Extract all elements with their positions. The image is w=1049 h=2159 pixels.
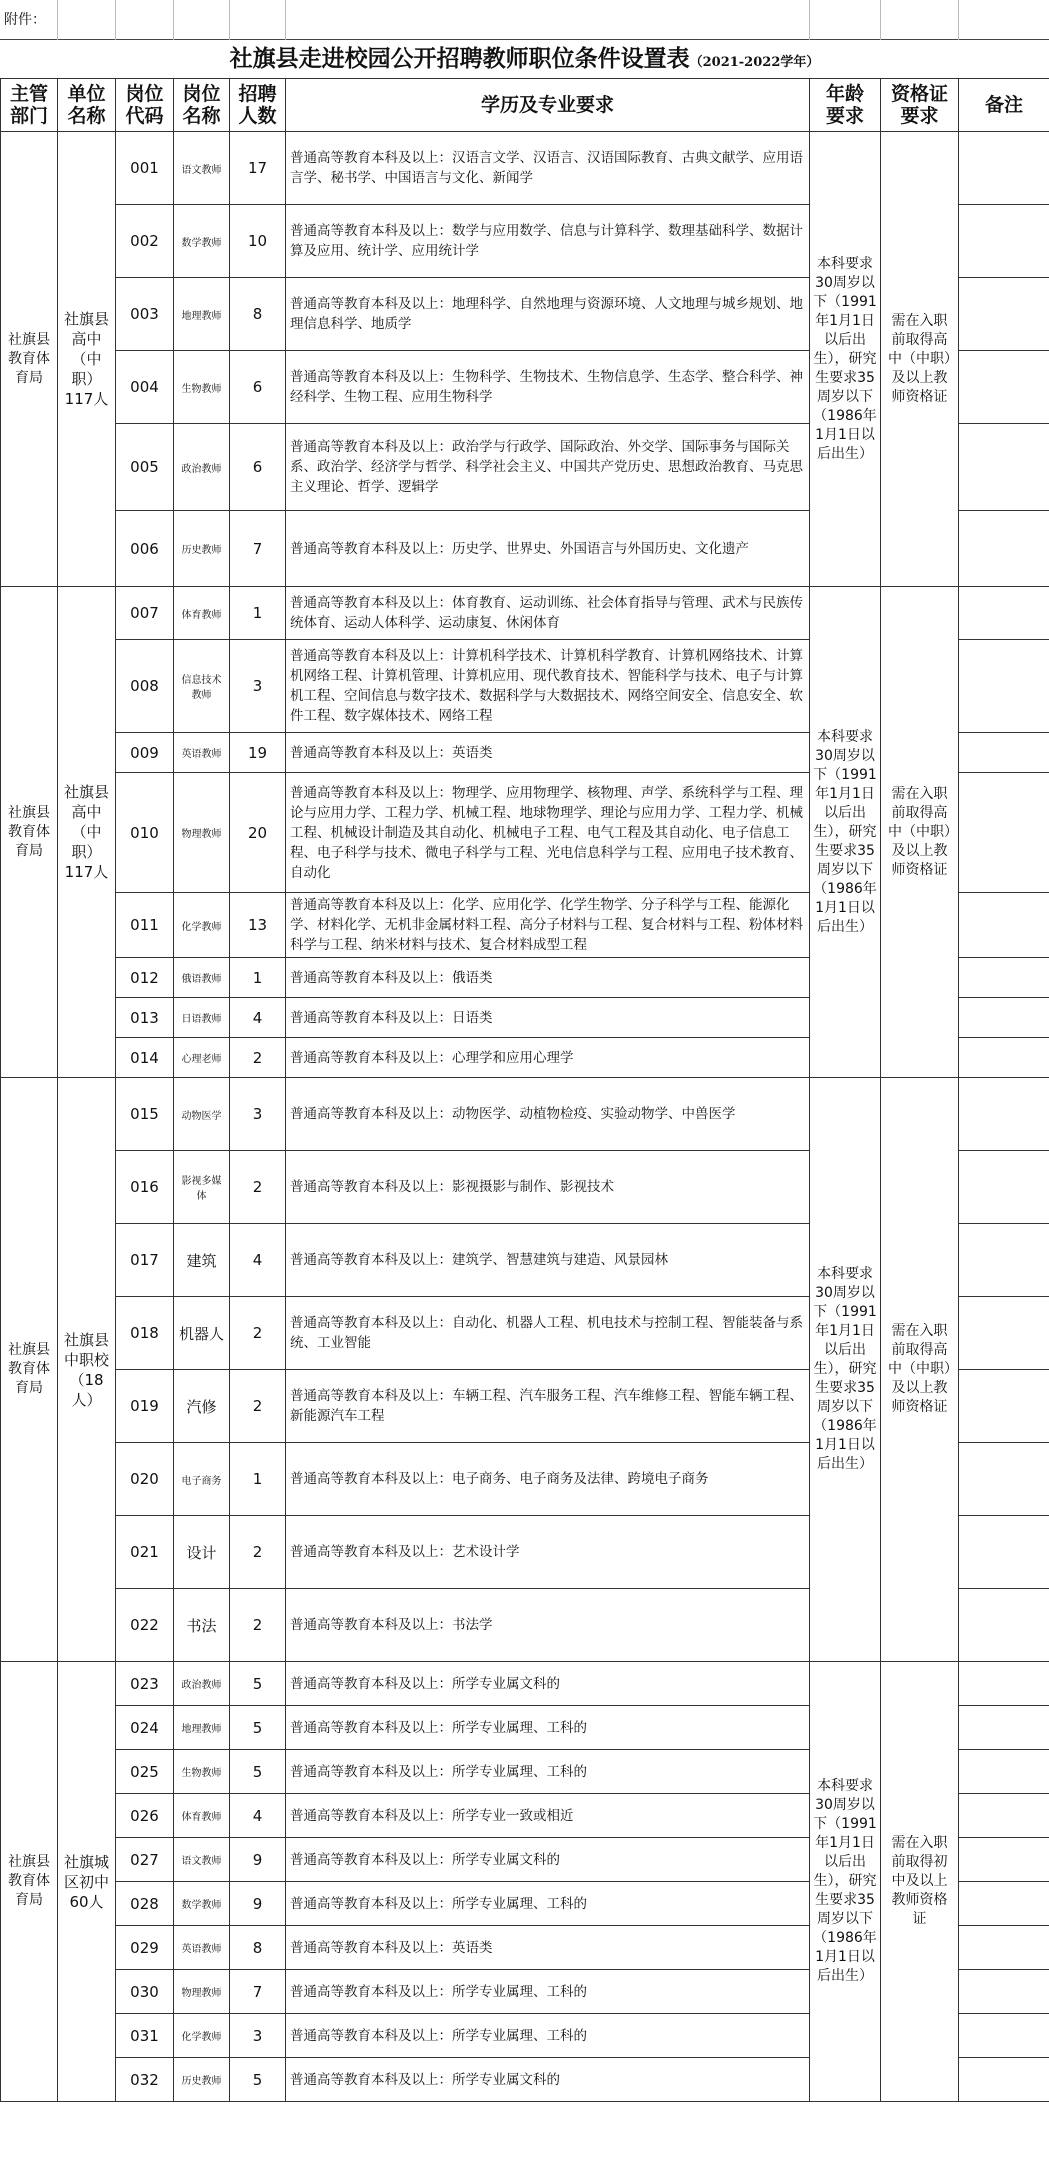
position-code: 009 <box>116 733 174 773</box>
title-text: 社旗县走进校园公开招聘教师职位条件设置表 <box>229 45 690 72</box>
recruit-count: 17 <box>230 132 286 205</box>
position-name: 机器人 <box>174 1297 230 1370</box>
note-cell <box>959 511 1049 587</box>
recruit-count: 2 <box>230 1151 286 1224</box>
position-name: 政治教师 <box>174 424 230 511</box>
position-code: 016 <box>116 1151 174 1224</box>
requirement-cell: 普通高等教育本科及以上：物理学、应用物理学、核物理、声学、系统科学与工程、理论与应用力学、工程力学、机械工程、地球物理学、理论与应用力学、工程力学、机械工程、机械设计制造及其自动化、机械电子工程、电气工程及其自动化、电子信息工程、电子科学与技术、微电子科学与工程、光电信息科学与工程、应用电子技术教育、自动化 <box>286 773 810 893</box>
position-name: 心理老师 <box>174 1038 230 1078</box>
note-cell <box>959 1516 1049 1589</box>
requirement-cell: 普通高等教育本科及以上：建筑学、智慧建筑与建造、风景园林 <box>286 1224 810 1297</box>
note-cell <box>959 278 1049 351</box>
dept-cell: 社旗县教育体育局 <box>1 587 58 1078</box>
position-code: 004 <box>116 351 174 424</box>
position-name: 生物教师 <box>174 351 230 424</box>
position-name: 体育教师 <box>174 587 230 640</box>
unit-cell: 社旗县高中（中职）117人 <box>58 587 116 1078</box>
requirement-cell: 普通高等教育本科及以上：自动化、机器人工程、机电技术与控制工程、智能装备与系统、工业智能 <box>286 1297 810 1370</box>
position-name: 俄语教师 <box>174 958 230 998</box>
note-cell <box>959 1370 1049 1443</box>
position-name: 建筑 <box>174 1224 230 1297</box>
requirement-cell: 普通高等教育本科及以上：艺术设计学 <box>286 1516 810 1589</box>
note-cell <box>959 1038 1049 1078</box>
requirement-cell: 普通高等教育本科及以上：生物科学、生物技术、生物信息学、生态学、整合科学、神经科学、生物工程、应用生物科学 <box>286 351 810 424</box>
position-code: 027 <box>116 1838 174 1882</box>
header-row <box>1 79 1049 132</box>
header-note: 备注 <box>959 79 1049 132</box>
recruit-count: 9 <box>230 1882 286 1926</box>
recruit-count: 1 <box>230 587 286 640</box>
requirement-cell: 普通高等教育本科及以上：所学专业属理、工科的 <box>286 2014 810 2058</box>
header-unit: 单位 名称 <box>58 79 116 132</box>
position-code: 024 <box>116 1706 174 1750</box>
requirement-cell: 普通高等教育本科及以上：所学专业属理、工科的 <box>286 1970 810 2014</box>
recruit-count: 2 <box>230 1516 286 1589</box>
position-code: 001 <box>116 132 174 205</box>
recruit-count: 8 <box>230 1926 286 1970</box>
requirement-cell: 普通高等教育本科及以上：历史学、世界史、外国语言与外国历史、文化遗产 <box>286 511 810 587</box>
position-code: 008 <box>116 640 174 733</box>
cert-requirement-cell: 需在入职前取得高中（中职）及以上教师资格证 <box>881 132 959 587</box>
position-name: 英语教师 <box>174 1926 230 1970</box>
position-name: 信息技术教师 <box>174 640 230 733</box>
recruit-count: 9 <box>230 1838 286 1882</box>
positions-table <box>0 78 1049 2102</box>
position-code: 021 <box>116 1516 174 1589</box>
title-year: （2021-2022学年） <box>689 55 820 70</box>
note-cell <box>959 1151 1049 1224</box>
requirement-cell: 普通高等教育本科及以上：化学、应用化学、化学生物学、分子科学与工程、能源化学、材料化学、无机非金属材料工程、高分子材料与工程、复合材料与工程、粉体材料科学与工程、纳米材料与技术、复合材料成型工程 <box>286 893 810 958</box>
note-cell <box>959 733 1049 773</box>
note-cell <box>959 773 1049 893</box>
position-code: 028 <box>116 1882 174 1926</box>
recruit-count: 3 <box>230 2014 286 2058</box>
recruit-count: 2 <box>230 1589 286 1662</box>
position-name: 历史教师 <box>174 511 230 587</box>
note-cell <box>959 1297 1049 1370</box>
note-cell <box>959 1662 1049 1706</box>
position-code: 020 <box>116 1443 174 1516</box>
note-cell <box>959 1838 1049 1882</box>
recruit-count: 5 <box>230 1706 286 1750</box>
note-cell <box>959 1224 1049 1297</box>
requirement-cell: 普通高等教育本科及以上：政治学与行政学、国际政治、外交学、国际事务与国际关系、政治学、经济学与哲学、科学社会主义、中国共产党历史、思想政治教育、马克思主义理论、哲学、逻辑学 <box>286 424 810 511</box>
note-cell <box>959 1794 1049 1838</box>
position-code: 023 <box>116 1662 174 1706</box>
recruit-count: 4 <box>230 1794 286 1838</box>
header-code: 岗位 代码 <box>116 79 174 132</box>
note-cell <box>959 640 1049 733</box>
recruit-count: 4 <box>230 998 286 1038</box>
requirement-cell: 普通高等教育本科及以上：英语类 <box>286 1926 810 1970</box>
recruit-count: 7 <box>230 511 286 587</box>
recruit-count: 3 <box>230 1078 286 1151</box>
note-cell <box>959 587 1049 640</box>
position-code: 015 <box>116 1078 174 1151</box>
position-code: 018 <box>116 1297 174 1370</box>
dept-cell: 社旗县教育体育局 <box>1 1662 58 2102</box>
position-name: 影视多媒体 <box>174 1151 230 1224</box>
recruit-count: 5 <box>230 1662 286 1706</box>
recruit-count: 10 <box>230 205 286 278</box>
position-code: 010 <box>116 773 174 893</box>
attachment-row <box>0 0 1049 40</box>
age-requirement-cell: 本科要求30周岁以下（1991年1月1日以后出生），研究生要求35周岁以下（1986年1月1日以后出生） <box>810 132 881 587</box>
position-code: 025 <box>116 1750 174 1794</box>
recruit-count: 4 <box>230 1224 286 1297</box>
position-code: 012 <box>116 958 174 998</box>
unit-cell: 社旗城区初中60人 <box>58 1662 116 2102</box>
note-cell <box>959 1926 1049 1970</box>
age-requirement-cell: 本科要求30周岁以下（1991年1月1日以后出生），研究生要求35周岁以下（1986年1月1日以后出生） <box>810 1078 881 1662</box>
position-name: 语文教师 <box>174 1838 230 1882</box>
note-cell <box>959 1970 1049 2014</box>
note-cell <box>959 958 1049 998</box>
requirement-cell: 普通高等教育本科及以上：所学专业属文科的 <box>286 2058 810 2102</box>
position-name: 化学教师 <box>174 2014 230 2058</box>
position-code: 006 <box>116 511 174 587</box>
position-code: 011 <box>116 893 174 958</box>
requirement-cell: 普通高等教育本科及以上：车辆工程、汽车服务工程、汽车维修工程、智能车辆工程、新能源汽车工程 <box>286 1370 810 1443</box>
position-name: 化学教师 <box>174 893 230 958</box>
page-title <box>0 40 1049 78</box>
position-name: 日语教师 <box>174 998 230 1038</box>
recruit-count: 1 <box>230 1443 286 1516</box>
dept-cell: 社旗县教育体育局 <box>1 132 58 587</box>
position-code: 007 <box>116 587 174 640</box>
attachment-label: 附件： <box>4 12 46 28</box>
recruit-count: 6 <box>230 351 286 424</box>
position-code: 022 <box>116 1589 174 1662</box>
note-cell <box>959 1443 1049 1516</box>
note-cell <box>959 998 1049 1038</box>
note-cell <box>959 205 1049 278</box>
recruit-count: 5 <box>230 1750 286 1794</box>
requirement-cell: 普通高等教育本科及以上：影视摄影与制作、影视技术 <box>286 1151 810 1224</box>
position-name: 设计 <box>174 1516 230 1589</box>
header-age: 年龄 要求 <box>810 79 881 132</box>
requirement-cell: 普通高等教育本科及以上：所学专业属文科的 <box>286 1838 810 1882</box>
position-code: 014 <box>116 1038 174 1078</box>
position-name: 动物医学 <box>174 1078 230 1151</box>
requirement-cell: 普通高等教育本科及以上：所学专业一致或相近 <box>286 1794 810 1838</box>
header-count: 招聘 人数 <box>230 79 286 132</box>
table-row <box>1 1078 1049 1151</box>
unit-cell: 社旗县中职校（18人） <box>58 1078 116 1662</box>
dept-cell: 社旗县教育体育局 <box>1 1078 58 1662</box>
position-name: 书法 <box>174 1589 230 1662</box>
note-cell <box>959 893 1049 958</box>
position-code: 017 <box>116 1224 174 1297</box>
position-name: 英语教师 <box>174 733 230 773</box>
position-name: 物理教师 <box>174 1970 230 2014</box>
note-cell <box>959 1882 1049 1926</box>
position-code: 003 <box>116 278 174 351</box>
recruit-count: 13 <box>230 893 286 958</box>
position-code: 031 <box>116 2014 174 2058</box>
unit-cell: 社旗县高中（中职）117人 <box>58 132 116 587</box>
note-cell <box>959 2058 1049 2102</box>
position-name: 地理教师 <box>174 1706 230 1750</box>
note-cell <box>959 1078 1049 1151</box>
recruit-count: 19 <box>230 733 286 773</box>
cert-requirement-cell: 需在入职前取得高中（中职）及以上教师资格证 <box>881 587 959 1078</box>
position-name: 物理教师 <box>174 773 230 893</box>
requirement-cell: 普通高等教育本科及以上：电子商务、电子商务及法律、跨境电子商务 <box>286 1443 810 1516</box>
position-name: 数学教师 <box>174 1882 230 1926</box>
position-name: 生物教师 <box>174 1750 230 1794</box>
header-cert: 资格证 要求 <box>881 79 959 132</box>
note-cell <box>959 424 1049 511</box>
position-code: 019 <box>116 1370 174 1443</box>
header-dept: 主管 部门 <box>1 79 58 132</box>
requirement-cell: 普通高等教育本科及以上：所学专业属文科的 <box>286 1662 810 1706</box>
requirement-cell: 普通高等教育本科及以上：书法学 <box>286 1589 810 1662</box>
recruit-count: 20 <box>230 773 286 893</box>
recruit-count: 2 <box>230 1370 286 1443</box>
requirement-cell: 普通高等教育本科及以上：地理科学、自然地理与资源环境、人文地理与城乡规划、地理信息科学、地质学 <box>286 278 810 351</box>
recruit-count: 3 <box>230 640 286 733</box>
table-row <box>1 587 1049 640</box>
note-cell <box>959 2014 1049 2058</box>
age-requirement-cell: 本科要求30周岁以下（1991年1月1日以后出生），研究生要求35周岁以下（1986年1月1日以后出生） <box>810 587 881 1078</box>
position-code: 005 <box>116 424 174 511</box>
note-cell <box>959 132 1049 205</box>
table-row <box>1 1662 1049 1706</box>
position-name: 电子商务 <box>174 1443 230 1516</box>
note-cell <box>959 1706 1049 1750</box>
header-req: 学历及专业要求 <box>286 79 810 132</box>
requirement-cell: 普通高等教育本科及以上：俄语类 <box>286 958 810 998</box>
age-requirement-cell: 本科要求30周岁以下（1991年1月1日以后出生），研究生要求35周岁以下（1986年1月1日以后出生） <box>810 1662 881 2102</box>
requirement-cell: 普通高等教育本科及以上：所学专业属理、工科的 <box>286 1750 810 1794</box>
requirement-cell: 普通高等教育本科及以上：所学专业属理、工科的 <box>286 1706 810 1750</box>
recruit-count: 8 <box>230 278 286 351</box>
recruit-count: 6 <box>230 424 286 511</box>
position-code: 026 <box>116 1794 174 1838</box>
requirement-cell: 普通高等教育本科及以上：心理学和应用心理学 <box>286 1038 810 1078</box>
recruit-count: 7 <box>230 1970 286 2014</box>
position-name: 汽修 <box>174 1370 230 1443</box>
position-code: 030 <box>116 1970 174 2014</box>
recruit-count: 5 <box>230 2058 286 2102</box>
position-name: 数学教师 <box>174 205 230 278</box>
requirement-cell: 普通高等教育本科及以上：数学与应用数学、信息与计算科学、数理基础科学、数据计算及应用、统计学、应用统计学 <box>286 205 810 278</box>
position-code: 029 <box>116 1926 174 1970</box>
requirement-cell: 普通高等教育本科及以上：计算机科学技术、计算机科学教育、计算机网络技术、计算机网络工程、计算机管理、计算机应用、现代教育技术、智能科学与技术、电子与计算机工程、空间信息与数字技术、数据科学与大数据技术、网络空间安全、信息安全、软件工程、数字媒体技术、网络工程 <box>286 640 810 733</box>
position-code: 032 <box>116 2058 174 2102</box>
position-name: 地理教师 <box>174 278 230 351</box>
requirement-cell: 普通高等教育本科及以上：英语类 <box>286 733 810 773</box>
note-cell <box>959 1750 1049 1794</box>
cert-requirement-cell: 需在入职前取得初中及以上教师资格证 <box>881 1662 959 2102</box>
position-name: 历史教师 <box>174 2058 230 2102</box>
recruit-count: 1 <box>230 958 286 998</box>
requirement-cell: 普通高等教育本科及以上：体育教育、运动训练、社会体育指导与管理、武术与民族传统体育、运动人体科学、运动康复、休闲体育 <box>286 587 810 640</box>
cert-requirement-cell: 需在入职前取得高中（中职）及以上教师资格证 <box>881 1078 959 1662</box>
table-body <box>1 132 1049 2102</box>
requirement-cell: 普通高等教育本科及以上：汉语言文学、汉语言、汉语国际教育、古典文献学、应用语言学、秘书学、中国语言与文化、新闻学 <box>286 132 810 205</box>
table-row <box>1 132 1049 205</box>
position-code: 013 <box>116 998 174 1038</box>
recruit-count: 2 <box>230 1038 286 1078</box>
note-cell <box>959 351 1049 424</box>
requirement-cell: 普通高等教育本科及以上：动物医学、动植物检疫、实验动物学、中兽医学 <box>286 1078 810 1151</box>
position-name: 语文教师 <box>174 132 230 205</box>
requirement-cell: 普通高等教育本科及以上：日语类 <box>286 998 810 1038</box>
position-name: 政治教师 <box>174 1662 230 1706</box>
requirement-cell: 普通高等教育本科及以上：所学专业属理、工科的 <box>286 1882 810 1926</box>
header-name: 岗位 名称 <box>174 79 230 132</box>
position-name: 体育教师 <box>174 1794 230 1838</box>
recruit-count: 2 <box>230 1297 286 1370</box>
note-cell <box>959 1589 1049 1662</box>
position-code: 002 <box>116 205 174 278</box>
